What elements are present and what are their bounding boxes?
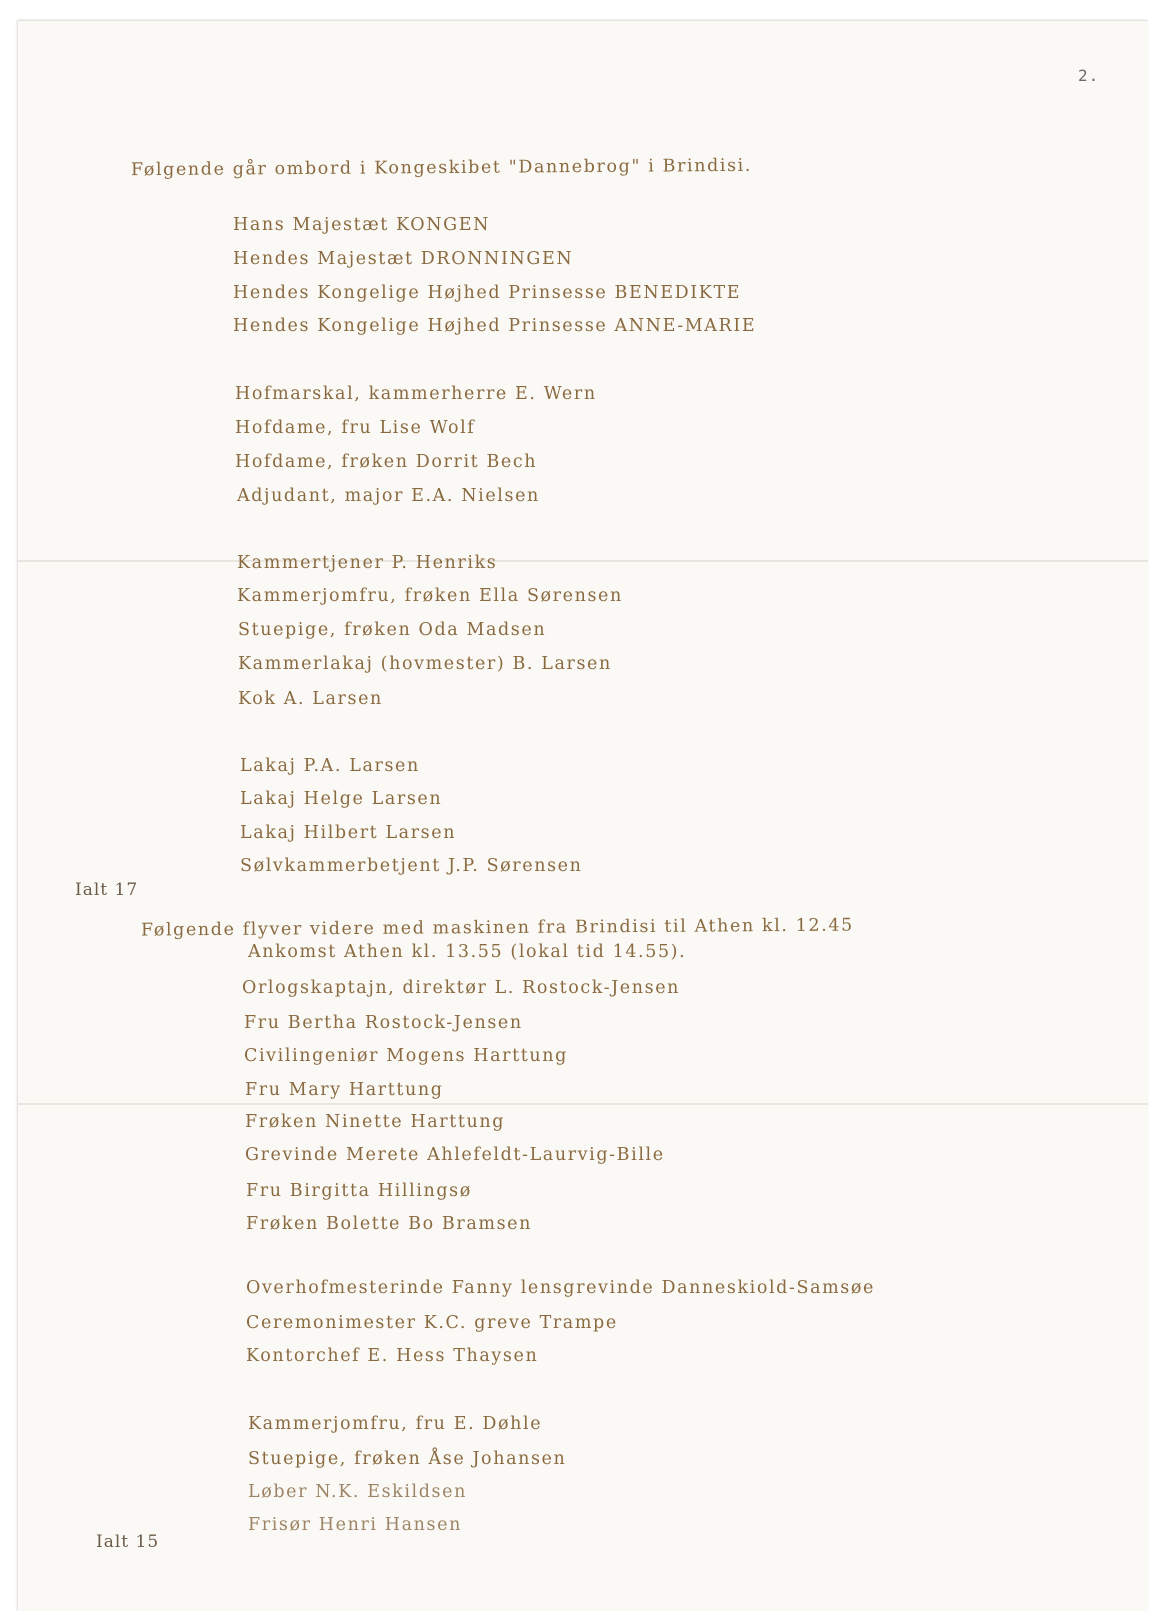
list-item: Hendes Kongelige Højhed Prinsesse BENEDIKTE [233,283,742,303]
fold-line [18,560,1148,562]
list-item: Frøken Ninette Harttung [245,1112,506,1132]
total-count: Ialt 15 [96,1532,160,1552]
list-item: Hofdame, fru Lise Wolf [235,418,476,438]
list-item: Løber N.K. Eskildsen [248,1482,467,1502]
list-item: Civilingeniør Mogens Harttung [244,1046,568,1066]
list-item: Kammertjener P. Henriks [237,553,498,573]
list-item: Hendes Majestæt DRONNINGEN [233,249,574,269]
list-item: Kammerjomfru, fru E. Døhle [248,1414,543,1434]
list-item: Kok A. Larsen [238,689,383,709]
list-item: Hofmarskal, kammerherre E. Wern [235,384,597,404]
list-item: Fru Bertha Rostock-Jensen [244,1013,523,1033]
list-item: Sølvkammerbetjent J.P. Sørensen [240,856,583,876]
section-heading: Følgende går ombord i Kongeskibet "Dannebrog" i Brindisi. [130,155,753,181]
list-item: Frisør Henri Hansen [248,1515,462,1535]
list-item: Overhofmesterinde Fanny lensgrevinde Danneskiold-Samsøe [246,1278,875,1298]
list-item: Orlogskaptajn, direktør L. Rostock-Jensen [242,978,681,998]
list-item: Grevinde Merete Ahlefeldt-Laurvig-Bille [245,1145,665,1165]
list-item: Fru Birgitta Hillingsø [246,1181,472,1201]
page-number: 2. [1078,66,1100,85]
list-item: Lakaj Helge Larsen [240,789,443,809]
paper-sheet [18,20,1148,1611]
list-item: Ceremonimester K.C. greve Trampe [246,1313,618,1333]
list-item: Lakaj Hilbert Larsen [240,823,457,843]
list-item: Fru Mary Harttung [245,1080,444,1100]
list-item: Kammerjomfru, frøken Ella Sørensen [237,586,623,606]
list-item: Frøken Bolette Bo Bramsen [246,1214,532,1234]
section-heading: Følgende flyver videre med maskinen fra Brindisi til Athen kl. 12.45 [140,915,854,941]
section-subheading: Ankomst Athen kl. 13.55 (lokal tid 14.55). [248,942,687,962]
list-item: Stuepige, frøken Åse Johansen [248,1449,567,1469]
fold-line [18,1103,1148,1105]
list-item: Lakaj P.A. Larsen [240,756,420,776]
list-item: Adjudant, major E.A. Nielsen [237,486,540,506]
list-item: Stuepige, frøken Oda Madsen [238,620,547,640]
list-item: Kammerlakaj (hovmester) B. Larsen [238,654,612,674]
list-item: Kontorchef E. Hess Thaysen [246,1346,539,1366]
list-item: Hofdame, frøken Dorrit Bech [235,452,538,472]
list-item: Hans Majestæt KONGEN [233,215,491,235]
list-item: Hendes Kongelige Højhed Prinsesse ANNE-MARIE [233,316,757,336]
total-count: Ialt 17 [75,880,139,900]
